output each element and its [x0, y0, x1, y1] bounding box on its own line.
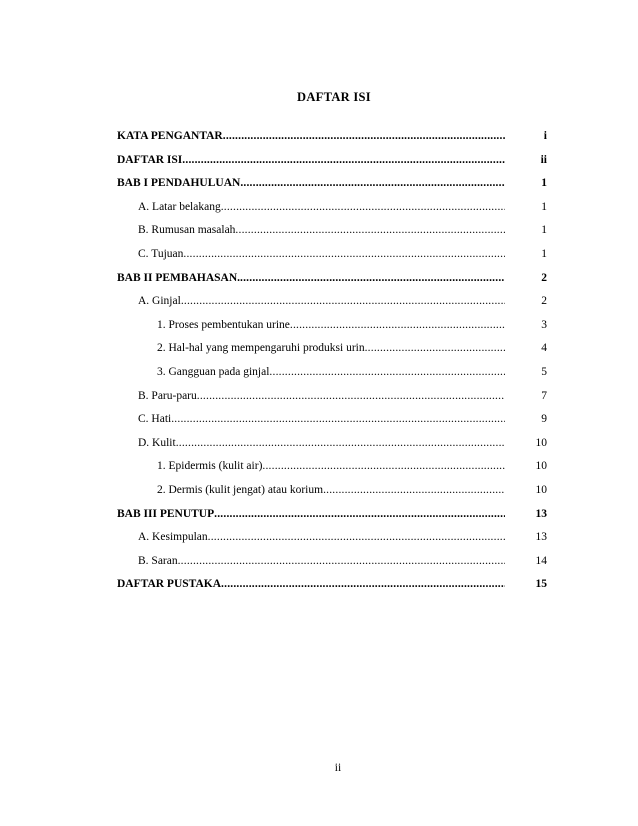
toc-entry-label: 3. Gangguan pada ginjal: [157, 365, 270, 378]
toc-dot-leader: [269, 366, 505, 378]
toc-entry-page: 2: [541, 271, 547, 284]
toc-entry-page: 15: [535, 578, 547, 591]
toc-entry-label: BAB III PENUTUP: [117, 507, 215, 520]
toc-entry-epidermis[interactable]: [117, 460, 547, 484]
toc-entry-label: B. Saran: [138, 554, 178, 567]
toc-entry-page: 2: [541, 295, 547, 308]
toc-entry-page: 13: [535, 531, 547, 544]
toc-entry-produksi-urin[interactable]: [117, 342, 547, 366]
toc-entry-page: 4: [541, 342, 547, 355]
toc-entry-page: 13: [535, 507, 547, 520]
toc-dot-leader: [214, 508, 505, 520]
toc-entry-bab-3[interactable]: [117, 508, 547, 532]
toc-entry-page: 1: [541, 177, 547, 190]
toc-entry-gangguan-ginjal[interactable]: [117, 366, 547, 390]
toc-entry-proses-pembentukan-urine[interactable]: [117, 319, 547, 343]
toc-dot-leader: [221, 201, 505, 213]
toc-entry-label: 2. Hal-hal yang mempengaruhi produksi urin: [157, 342, 365, 355]
toc-entry-bab-1[interactable]: [117, 177, 547, 201]
toc-dot-leader: [290, 319, 505, 331]
page-title: DAFTAR ISI: [297, 90, 371, 104]
toc-entry-label: A. Kesimpulan: [138, 531, 208, 544]
toc-entry-label: C. Tujuan: [138, 247, 184, 260]
toc-entry-tujuan[interactable]: [117, 248, 547, 272]
toc-dot-leader: [181, 295, 505, 307]
toc-dot-leader: [208, 531, 505, 543]
toc-entry-kata-pengantar[interactable]: [117, 130, 547, 154]
toc-entry-page: i: [543, 130, 547, 142]
toc-entry-page: 10: [535, 483, 547, 496]
toc-entry-kulit[interactable]: [117, 437, 547, 461]
toc-entry-hati[interactable]: [117, 413, 547, 437]
toc-entry-label: 2. Dermis (kulit jengat) atau korium: [157, 483, 324, 496]
toc-dot-leader: [171, 413, 505, 425]
toc-entry-page: 10: [535, 460, 547, 473]
toc-entry-label: KATA PENGANTAR: [117, 130, 223, 142]
toc-entry-page: 7: [541, 389, 547, 402]
toc-entry-label: D. Kulit: [138, 436, 176, 449]
toc-entry-page: 3: [541, 318, 547, 331]
toc-entry-page: 5: [541, 365, 547, 378]
toc-entry-label: C. Hati: [138, 413, 172, 426]
toc-entry-label: BAB I PENDAHULUAN: [117, 177, 241, 190]
toc-entry-daftar-isi[interactable]: [117, 154, 547, 178]
toc-entry-label: DAFTAR ISI: [117, 153, 183, 166]
toc-entry-dermis[interactable]: [117, 484, 547, 508]
toc-entry-label: 1. Epidermis (kulit air): [157, 460, 263, 473]
toc-dot-leader: [176, 437, 505, 449]
toc-dot-leader: [221, 578, 505, 590]
toc-dot-leader: [235, 224, 505, 236]
toc-dot-leader: [365, 342, 505, 354]
toc-entry-label: DAFTAR PUSTAKA: [117, 578, 222, 591]
toc-entry-label: B. Rumusan masalah: [138, 224, 236, 237]
toc-entry-page: 1: [541, 224, 547, 237]
toc-dot-leader: [323, 484, 505, 496]
toc-entry-label: BAB II PEMBAHASAN.: [117, 271, 241, 284]
toc-entry-ginjal[interactable]: [117, 295, 547, 319]
table-of-contents: [117, 130, 547, 602]
toc-entry-page: 10: [535, 436, 547, 449]
toc-dot-leader: [183, 248, 505, 260]
page-number: ii: [334, 762, 342, 774]
toc-entry-saran[interactable]: [117, 555, 547, 579]
toc-entry-page: 14: [535, 554, 547, 567]
toc-dot-leader: [182, 154, 505, 166]
toc-entry-label: A. Latar belakang: [138, 200, 221, 213]
toc-entry-page: 9: [541, 413, 547, 426]
toc-entry-daftar-pustaka[interactable]: [117, 578, 547, 602]
toc-dot-leader: [262, 460, 505, 472]
toc-entry-label: 1. Proses pembentukan urine: [157, 318, 290, 331]
toc-entry-label: A. Ginjal: [138, 295, 181, 308]
toc-dot-leader: [197, 390, 505, 402]
toc-entry-rumusan-masalah[interactable]: [117, 224, 547, 248]
toc-dot-leader: [240, 272, 505, 284]
toc-entry-kesimpulan[interactable]: [117, 531, 547, 555]
toc-dot-leader: [178, 555, 505, 567]
toc-entry-label: B. Paru-paru: [138, 389, 197, 402]
toc-dot-leader: [223, 130, 505, 142]
toc-entry-page: ii: [540, 153, 547, 166]
toc-entry-page: 1: [541, 200, 547, 213]
toc-entry-paru-paru[interactable]: [117, 390, 547, 414]
toc-entry-bab-2[interactable]: [117, 272, 547, 296]
toc-dot-leader: [240, 177, 505, 189]
toc-entry-page: 1: [541, 247, 547, 260]
toc-entry-latar-belakang[interactable]: [117, 201, 547, 225]
